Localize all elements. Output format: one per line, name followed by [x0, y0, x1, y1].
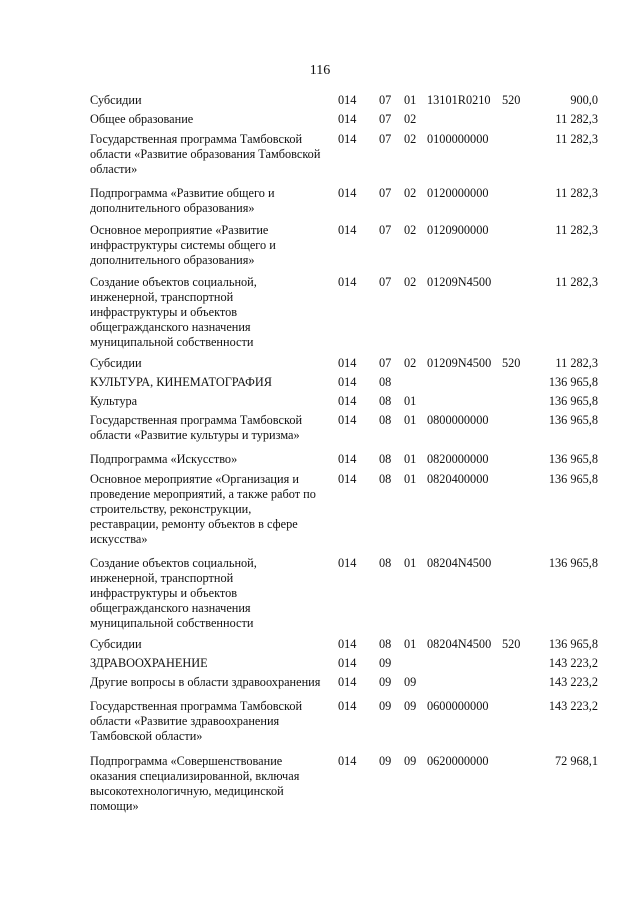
row-pr: 01 [404, 413, 417, 427]
row-sum: 143 223,2 [548, 675, 598, 689]
row-sum: 136 965,8 [548, 413, 598, 427]
table-row [90, 472, 610, 547]
row-pr: 02 [404, 112, 417, 126]
table-row [90, 556, 610, 631]
table-row [90, 394, 610, 409]
row-rz: 08 [379, 413, 392, 427]
table-row [90, 275, 610, 350]
row-rz: 08 [379, 375, 392, 389]
row-ved: 014 [338, 356, 357, 370]
row-rz: 08 [379, 472, 392, 486]
row-name: Государственная программа Тамбовской области «Развитие образования Тамбовской области» [90, 132, 321, 176]
row-csr: 0120000000 [427, 186, 489, 200]
row-sum: 11 282,3 [555, 112, 598, 126]
row-sum: 143 223,2 [548, 656, 598, 670]
table-row [90, 637, 610, 652]
row-name: Субсидии [90, 93, 142, 107]
row-name: Государственная программа Тамбовской области «Развитие здравоохранения Тамбовской области» [90, 699, 303, 743]
row-rz: 09 [379, 675, 392, 689]
table-row [90, 375, 610, 390]
row-csr: 0820000000 [427, 452, 489, 466]
row-rz: 09 [379, 754, 392, 768]
row-name: Субсидии [90, 637, 142, 651]
row-rz: 07 [379, 112, 392, 126]
row-rz: 08 [379, 556, 392, 570]
row-pr: 01 [404, 556, 417, 570]
row-csr: 08204N4500 [427, 637, 492, 651]
row-pr: 02 [404, 223, 417, 237]
table-row [90, 656, 610, 671]
row-ved: 014 [338, 699, 357, 713]
row-ved: 014 [338, 675, 357, 689]
row-name: ЗДРАВООХРАНЕНИЕ [90, 656, 208, 670]
row-sum: 136 965,8 [548, 556, 598, 570]
table-row [90, 452, 610, 467]
row-name: Культура [90, 394, 138, 408]
row-rz: 08 [379, 452, 392, 466]
row-vr: 520 [502, 93, 521, 107]
table-row [90, 93, 610, 108]
row-ved: 014 [338, 556, 357, 570]
row-csr: 0600000000 [427, 699, 489, 713]
row-sum: 11 282,3 [555, 132, 598, 146]
row-csr: 0120900000 [427, 223, 489, 237]
row-rz: 07 [379, 275, 392, 289]
row-ved: 014 [338, 472, 357, 486]
row-ved: 014 [338, 223, 357, 237]
row-sum: 11 282,3 [555, 356, 598, 370]
row-ved: 014 [338, 275, 357, 289]
row-pr: 02 [404, 356, 417, 370]
row-pr: 01 [404, 452, 417, 466]
page-number: 116 [309, 63, 331, 78]
row-rz: 07 [379, 93, 392, 107]
row-pr: 09 [404, 699, 417, 713]
row-sum: 900,0 [570, 93, 598, 107]
row-sum: 136 965,8 [548, 452, 598, 466]
row-pr: 09 [404, 754, 417, 768]
row-pr: 09 [404, 675, 417, 689]
row-name: Другие вопросы в области здравоохранения [90, 675, 321, 689]
row-name: Подпрограмма «Совершенствование оказания специализированной, включая высокотехнологичную, медицинской помощи» [90, 754, 300, 813]
row-ved: 014 [338, 754, 357, 768]
row-name: Подпрограмма «Развитие общего и дополнительного образования» [90, 186, 275, 215]
row-csr: 13101R0210 [427, 93, 491, 107]
row-csr: 01209N4500 [427, 275, 492, 289]
row-ved: 014 [338, 375, 357, 389]
table-row [90, 223, 610, 268]
row-name: Создание объектов социальной, инженерной, транспортной инфраструктуры и объектов общегражданского назначения муниципальной собственности [90, 556, 257, 630]
row-vr: 520 [502, 356, 521, 370]
row-ved: 014 [338, 132, 357, 146]
row-ved: 014 [338, 413, 357, 427]
table-row [90, 754, 610, 814]
row-pr: 01 [404, 93, 417, 107]
row-pr: 02 [404, 186, 417, 200]
row-ved: 014 [338, 656, 357, 670]
row-rz: 08 [379, 637, 392, 651]
row-sum: 72 968,1 [554, 754, 598, 768]
row-name: Основное мероприятие «Организация и проведение мероприятий, а также работ по строительству, реконструкции, реставрации, ремонту объектов в сфере искусства» [90, 472, 316, 546]
row-rz: 09 [379, 656, 392, 670]
row-ved: 014 [338, 112, 357, 126]
row-sum: 136 965,8 [548, 637, 598, 651]
table-row [90, 112, 610, 127]
row-ved: 014 [338, 637, 357, 651]
row-csr: 0800000000 [427, 413, 489, 427]
row-sum: 11 282,3 [555, 186, 598, 200]
row-pr: 01 [404, 637, 417, 651]
row-pr: 01 [404, 394, 417, 408]
row-vr: 520 [502, 637, 521, 651]
row-ved: 014 [338, 394, 357, 408]
row-sum: 143 223,2 [548, 699, 598, 713]
table-row [90, 186, 610, 216]
row-csr: 0820400000 [427, 472, 489, 486]
table-row [90, 699, 610, 744]
table-row [90, 132, 610, 177]
row-pr: 01 [404, 472, 417, 486]
row-rz: 07 [379, 356, 392, 370]
table-row [90, 356, 610, 371]
row-sum: 11 282,3 [555, 275, 598, 289]
table-row [90, 413, 610, 443]
row-name: Создание объектов социальной, инженерной, транспортной инфраструктуры и объектов общегражданского назначения муниципальной собственности [90, 275, 257, 349]
row-csr: 01209N4500 [427, 356, 492, 370]
row-pr: 02 [404, 132, 417, 146]
row-csr: 08204N4500 [427, 556, 492, 570]
budget-table [90, 93, 610, 814]
row-name: Основное мероприятие «Развитие инфраструктуры системы общего и дополнительного образования» [90, 223, 276, 267]
table-row [90, 675, 610, 690]
row-csr: 0100000000 [427, 132, 489, 146]
row-sum: 11 282,3 [555, 223, 598, 237]
row-name: КУЛЬТУРА, КИНЕМАТОГРАФИЯ [90, 375, 272, 389]
row-sum: 136 965,8 [548, 375, 598, 389]
row-ved: 014 [338, 452, 357, 466]
row-rz: 09 [379, 699, 392, 713]
row-csr: 0620000000 [427, 754, 489, 768]
row-rz: 07 [379, 223, 392, 237]
row-rz: 08 [379, 394, 392, 408]
row-name: Общее образование [90, 112, 194, 126]
row-ved: 014 [338, 93, 357, 107]
row-name: Субсидии [90, 356, 142, 370]
row-pr: 02 [404, 275, 417, 289]
row-name: Подпрограмма «Искусство» [90, 452, 238, 466]
row-name: Государственная программа Тамбовской области «Развитие культуры и туризма» [90, 413, 303, 442]
row-sum: 136 965,8 [548, 472, 598, 486]
row-rz: 07 [379, 132, 392, 146]
row-rz: 07 [379, 186, 392, 200]
row-ved: 014 [338, 186, 357, 200]
row-sum: 136 965,8 [548, 394, 598, 408]
